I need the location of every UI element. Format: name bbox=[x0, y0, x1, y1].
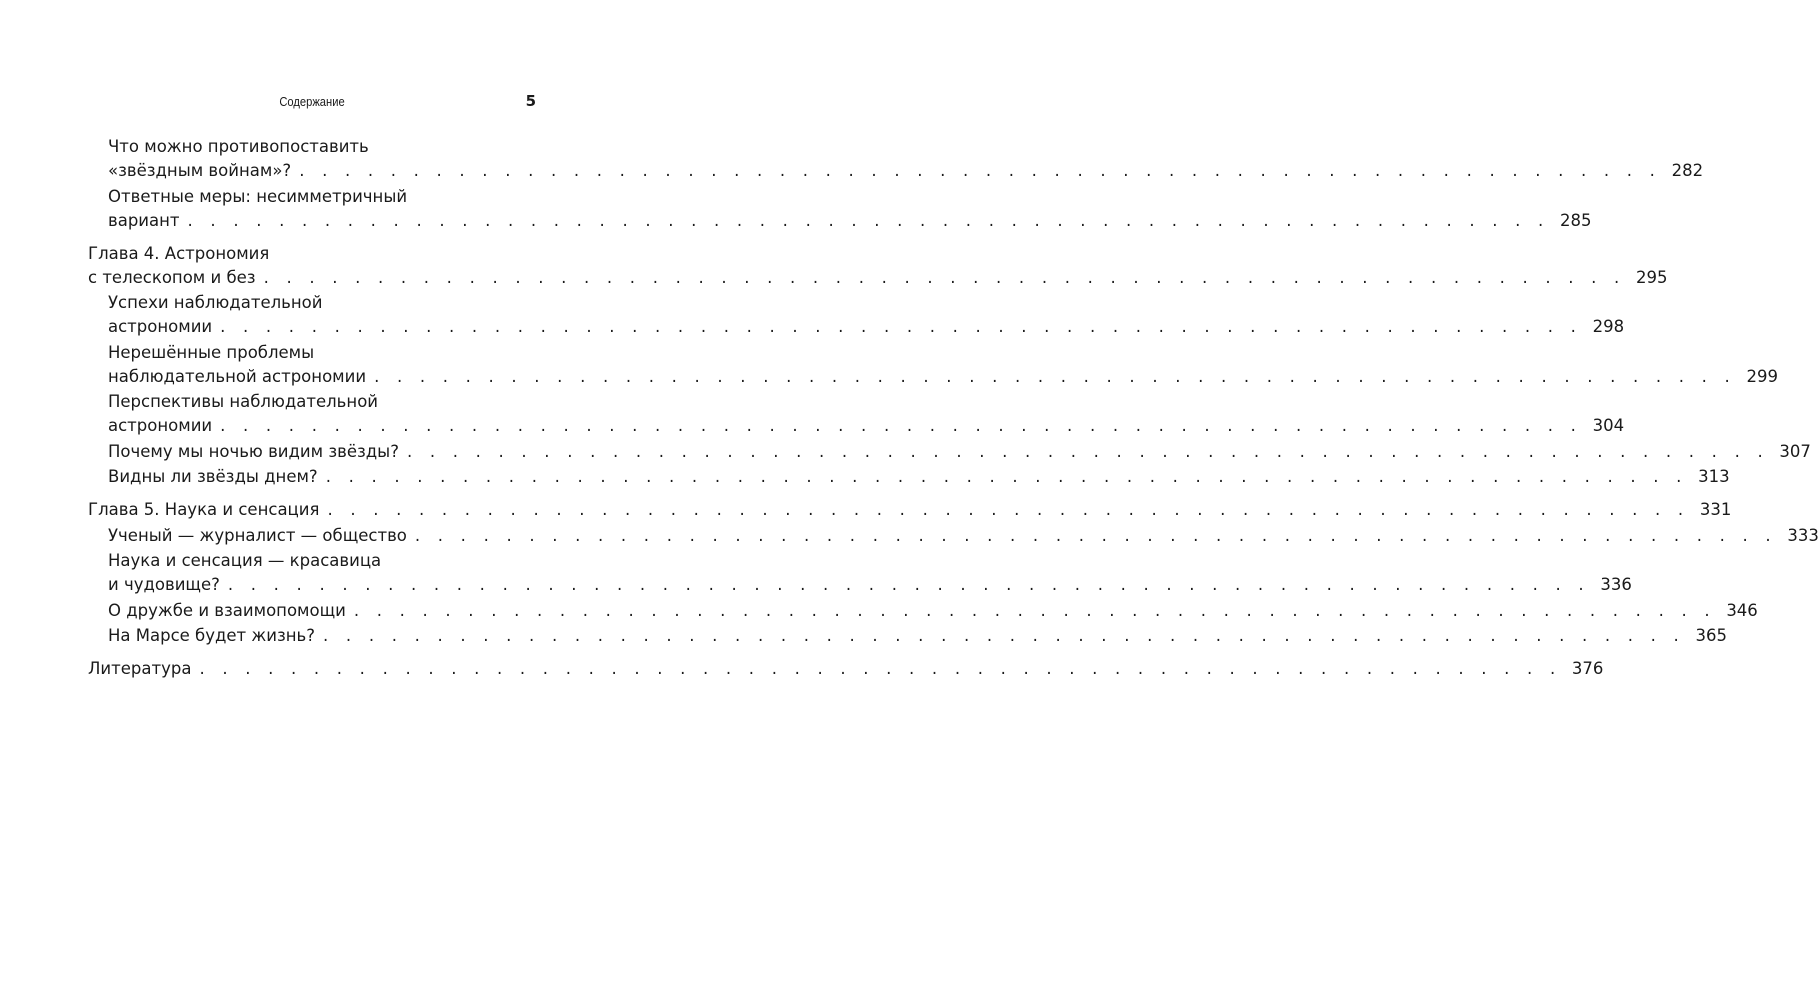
toc-entry-row bbox=[108, 209, 1592, 233]
running-head bbox=[88, 93, 536, 111]
toc-entry-row bbox=[108, 440, 1811, 464]
toc-chapter-entry bbox=[88, 242, 1668, 290]
toc-entry-title-line: Ответные меры: несимметричный bbox=[108, 186, 408, 206]
dot-leader: . . . . . . . . . . . . . . . . . . . . . . . . . . . . . . . . . . . . . . . . . . . . . . . . . . . . . . . . . . . . bbox=[327, 500, 1690, 519]
toc-entry-row bbox=[108, 573, 1632, 597]
toc-entry-row bbox=[108, 599, 1758, 623]
toc-page-number: 333 bbox=[1787, 525, 1819, 545]
dot-leader: . . . . . . . . . . . . . . . . . . . . . . . . . . . . . . . . . . . . . . . . . . . . . . . . . . . . . . . . . . . . bbox=[220, 317, 1583, 336]
dot-leader: . . . . . . . . . . . . . . . . . . . . . . . . . . . . . . . . . . . . . . . . . . . . . . . . . . . . . . . . . . . . bbox=[406, 441, 1769, 461]
toc-page-number: 298 bbox=[1592, 317, 1625, 336]
dot-leader: . . . . . . . . . . . . . . . . . . . . . . . . . . . . . . . . . . . . . . . . . . . . . . . . . . . . . . . . . . . . bbox=[187, 210, 1550, 230]
toc-entry-title-line: Нерешённые проблемы bbox=[108, 342, 315, 362]
dot-leader: . . . . . . . . . . . . . . . . . . . . . . . . . . . . . . . . . . . . . . . . . . . . . . . . . . . . . . . . . . . . bbox=[299, 161, 1662, 180]
dot-leader: . . . . . . . . . . . . . . . . . . . . . . . . . . . . . . . . . . . . . . . . . . . . . . . . . . . . . . . . . . . . bbox=[263, 267, 1626, 287]
toc-entry-title-line: На Марсе будет жизнь? bbox=[108, 626, 316, 645]
toc-page-number: 299 bbox=[1746, 366, 1779, 386]
toc-page-number: 307 bbox=[1779, 441, 1811, 461]
toc-page-number: 282 bbox=[1671, 161, 1704, 180]
toc-page-number: 304 bbox=[1592, 416, 1625, 435]
toc-entry-row bbox=[108, 365, 1779, 389]
toc-entry-title-line: Почему мы ночью видим звёзды? bbox=[108, 441, 399, 461]
toc-page-number: 295 bbox=[1636, 267, 1668, 287]
toc-section-entry bbox=[88, 185, 1592, 233]
toc-entry-title-line: вариант bbox=[108, 210, 180, 230]
toc-entry-title-line: Успехи наблюдательной bbox=[108, 293, 323, 312]
toc-entry-title-line: Что можно противопоставить bbox=[108, 137, 369, 156]
toc-entry-title-line: О дружбе и взаимопомощи bbox=[108, 600, 346, 620]
toc-entry-title-line: Ученый — журналист — общество bbox=[108, 525, 407, 545]
toc-entry-row bbox=[108, 524, 1819, 548]
toc-page-number: 376 bbox=[1571, 659, 1604, 678]
toc-section-entry bbox=[88, 549, 1632, 597]
toc-entry-title-line: астрономии bbox=[108, 416, 213, 435]
toc-entry-title-line: «звёздным войнам»? bbox=[108, 161, 292, 180]
toc-section-entry bbox=[88, 465, 1730, 489]
dot-leader: . . . . . . . . . . . . . . . . . . . . . . . . . . . . . . . . . . . . . . . . . . . . . . . . . . . . . . . . . . . . bbox=[414, 525, 1777, 545]
toc-chapter-entry bbox=[88, 498, 1732, 522]
dot-leader: . . . . . . . . . . . . . . . . . . . . . . . . . . . . . . . . . . . . . . . . . . . . . . . . . . . . . . . . . . . . bbox=[374, 366, 1737, 386]
dot-leader: . . . . . . . . . . . . . . . . . . . . . . . . . . . . . . . . . . . . . . . . . . . . . . . . . . . . . . . . . . . . bbox=[323, 626, 1685, 645]
toc-entry-title-line: и чудовище? bbox=[108, 575, 220, 594]
toc-section-entry bbox=[88, 599, 1758, 623]
toc-entry-title-line: астрономии bbox=[108, 317, 213, 336]
toc-entry-title-line: Глава 5. Наука и сенсация bbox=[88, 500, 320, 519]
toc-section-entry bbox=[88, 291, 1625, 339]
dot-leader: . . . . . . . . . . . . . . . . . . . . . . . . . . . . . . . . . . . . . . . . . . . . . . . . . . . . . . . . . . . . bbox=[199, 659, 1562, 678]
toc-entry-row bbox=[108, 414, 1625, 438]
toc-section-entry bbox=[88, 624, 1727, 648]
toc-entry-title-line: Глава 4. Астрономия bbox=[88, 243, 270, 263]
toc-entry-row bbox=[108, 315, 1625, 339]
toc-page-number: 285 bbox=[1560, 210, 1592, 230]
toc-section-entry bbox=[88, 135, 1704, 183]
table-of-contents bbox=[88, 135, 1819, 681]
running-head-title: Содержание bbox=[279, 94, 345, 109]
dot-leader: . . . . . . . . . . . . . . . . . . . . . . . . . . . . . . . . . . . . . . . . . . . . . . . . . . . . . . . . . . . . bbox=[227, 575, 1590, 594]
toc-entry-title-line: наблюдательной астрономии bbox=[108, 366, 367, 386]
toc-section-entry bbox=[88, 390, 1625, 438]
toc-page-number: 313 bbox=[1698, 467, 1730, 486]
toc-entry-row bbox=[108, 159, 1704, 183]
toc-entry-row bbox=[108, 465, 1730, 489]
toc-entry-title-line: Видны ли звёзды днем? bbox=[108, 467, 318, 486]
dot-leader: . . . . . . . . . . . . . . . . . . . . . . . . . . . . . . . . . . . . . . . . . . . . . . . . . . . . . . . . . . . . bbox=[325, 467, 1688, 486]
toc-entry-title-line: с телескопом и без bbox=[88, 267, 256, 287]
toc-page-number: 365 bbox=[1695, 626, 1727, 645]
toc-section-entry bbox=[88, 341, 1779, 389]
toc-page-number: 331 bbox=[1699, 500, 1732, 519]
toc-page-number: 336 bbox=[1600, 575, 1632, 594]
toc-entry-row bbox=[88, 498, 1732, 522]
toc-entry-title-line: Перспективы наблюдательной bbox=[108, 392, 379, 411]
toc-entry-title-line: Литература bbox=[88, 659, 192, 678]
toc-entry-row bbox=[88, 657, 1604, 681]
dot-leader: . . . . . . . . . . . . . . . . . . . . . . . . . . . . . . . . . . . . . . . . . . . . . . . . . . . . . . . . . . . . bbox=[353, 600, 1716, 620]
toc-page-number: 346 bbox=[1726, 600, 1758, 620]
page-number: 5 bbox=[525, 92, 536, 110]
toc-entry-row bbox=[108, 624, 1727, 648]
toc-section-entry bbox=[88, 524, 1819, 548]
toc-chapter-entry bbox=[88, 657, 1604, 681]
toc-entry-title-line: Наука и сенсация — красавица bbox=[108, 551, 382, 570]
dot-leader: . . . . . . . . . . . . . . . . . . . . . . . . . . . . . . . . . . . . . . . . . . . . . . . . . . . . . . . . . . . . bbox=[220, 416, 1583, 435]
toc-section-entry bbox=[88, 440, 1811, 464]
toc-entry-row bbox=[88, 266, 1668, 290]
